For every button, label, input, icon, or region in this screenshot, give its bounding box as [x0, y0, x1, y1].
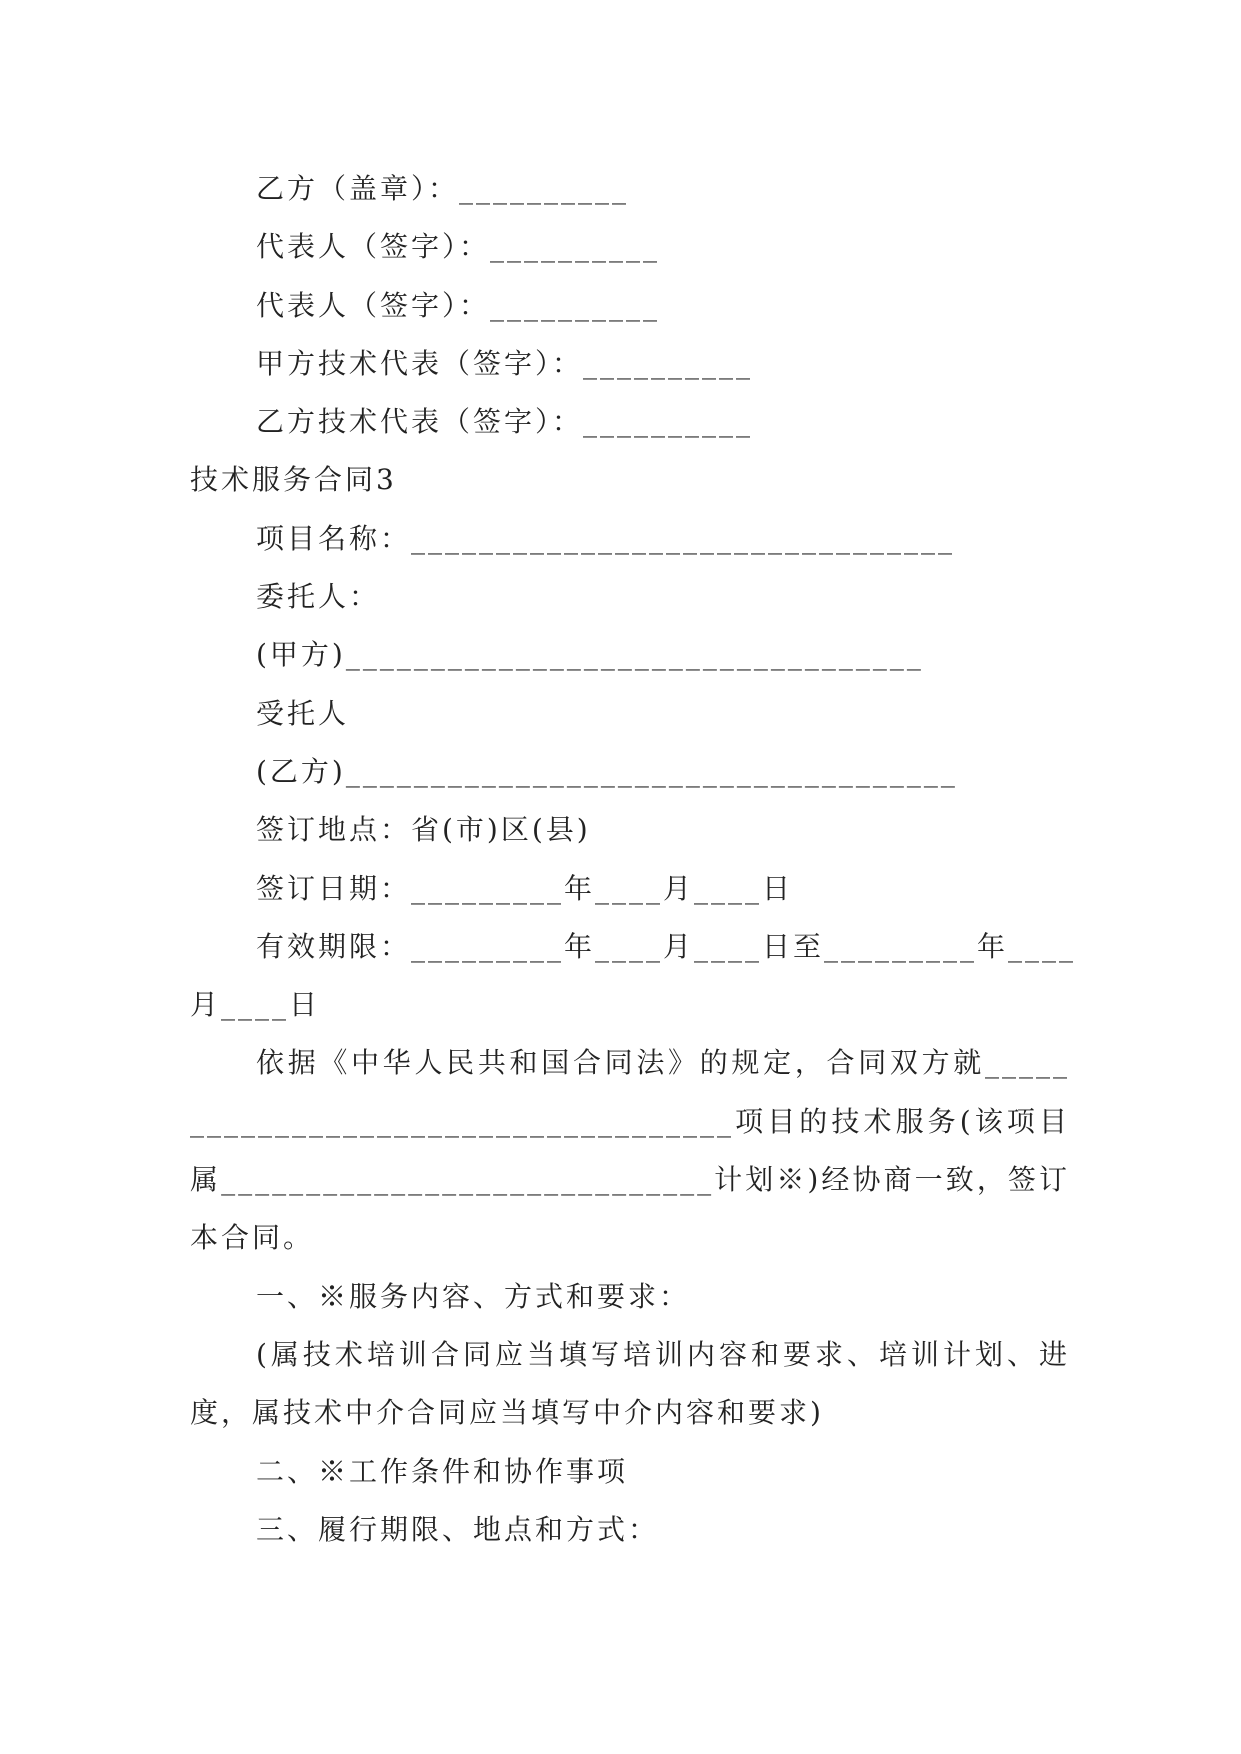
- party-b-line: (乙方)____________________________________: [256, 754, 958, 788]
- party-a-line: (甲方)__________________________________: [256, 638, 924, 672]
- sign-date-line: 签订日期：_________年____月____日: [256, 871, 794, 905]
- validity-period-line: 有效期限：_________年____月____日至_________年____: [256, 929, 1077, 963]
- section-1-title: 一、※服务内容、方式和要求：: [256, 1279, 691, 1313]
- validity-period-line-continued: 月____日: [190, 988, 321, 1022]
- representative-signature-line: 代表人（签字）：__________: [256, 230, 661, 264]
- document-body: [190, 160, 1077, 1559]
- trustee-label: 受托人: [256, 696, 350, 730]
- party-b-seal-line: 乙方（盖章）：__________: [256, 172, 630, 205]
- contract-title: 技术服务合同3: [190, 463, 397, 497]
- project-name-line: 项目名称：________________________________: [256, 521, 956, 555]
- party-a-tech-rep-line: 甲方技术代表（签字）：__________: [256, 346, 754, 380]
- section-1-note: (属技术培训合同应当填写培训内容和要求、培训计划、进度，属技术中介合同应当填写中介内容和要求): [190, 1337, 1070, 1430]
- client-label: 委托人：: [256, 580, 381, 614]
- representative-signature-line: 代表人（签字）：__________: [256, 288, 661, 322]
- party-b-tech-rep-line: 乙方技术代表（签字）：__________: [256, 405, 754, 439]
- section-2-title: 二、※工作条件和协作事项: [256, 1454, 629, 1488]
- sign-place-line: 签订地点：省(市)区(县): [256, 813, 591, 847]
- preamble-paragraph: 依据《中华人民共和国合同法》的规定，合同双方就_____________________________________项目的技术服务(该项目属_____________________________计划※)经协商一致，签订本合同。: [190, 1046, 1070, 1255]
- section-3-title: 三、履行期限、地点和方式：: [256, 1512, 660, 1546]
